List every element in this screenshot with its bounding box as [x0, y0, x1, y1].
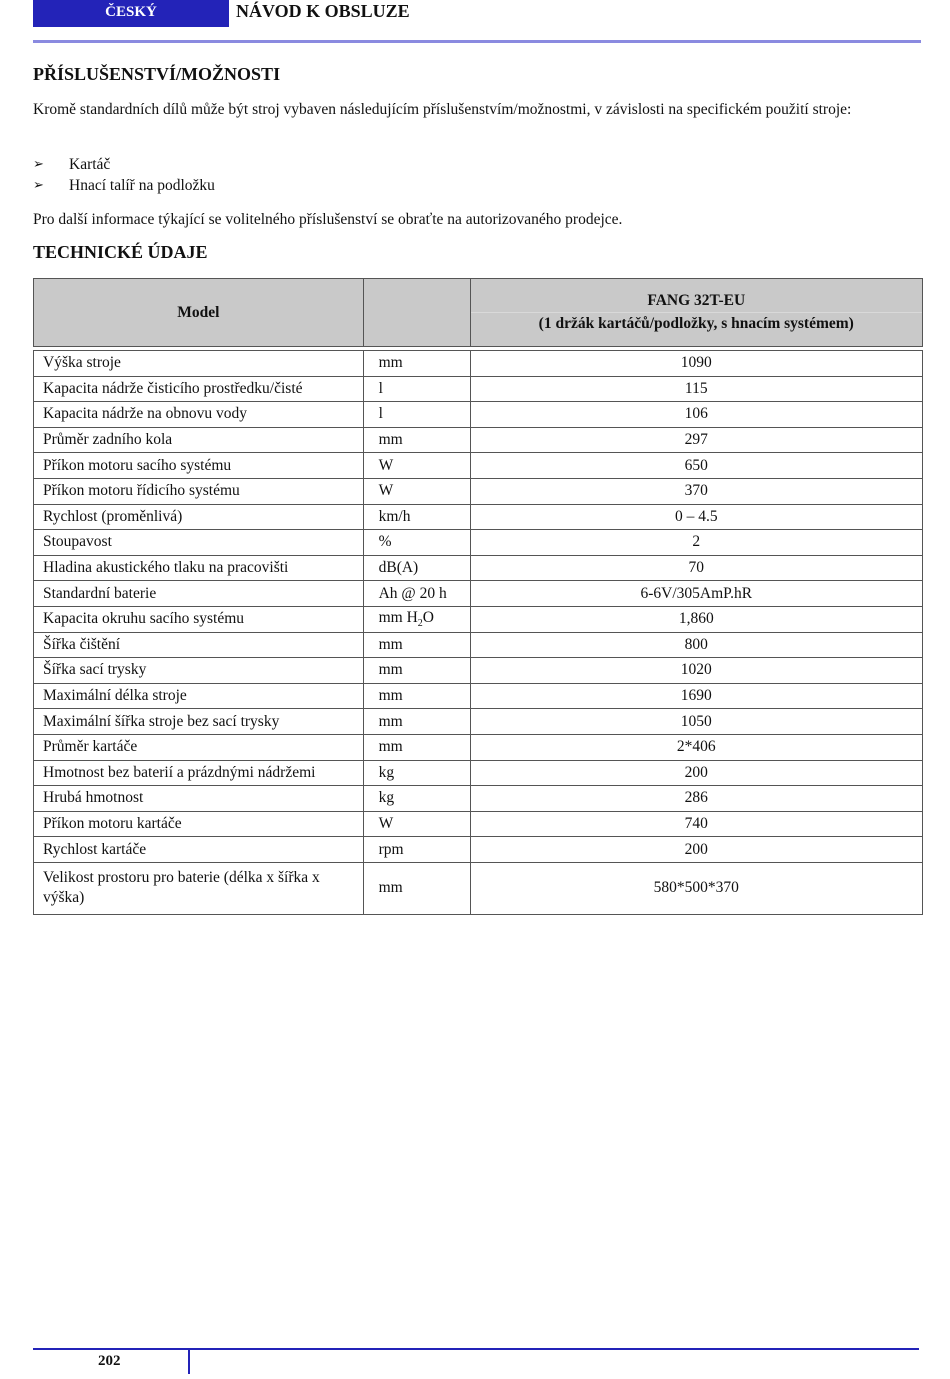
spec-unit: km/h	[363, 504, 470, 530]
spec-unit: mm $H_2O$	[363, 606, 470, 632]
column-header-model: Model	[34, 279, 364, 347]
table-row	[34, 709, 923, 735]
spec-label: Příkon motoru sacího systému	[34, 453, 364, 479]
model-description: (1 držák kartáčů/podložky, s hnacím systémem)	[538, 315, 854, 332]
spec-label: Maximální šířka stroje bez sací trysky	[34, 709, 364, 735]
model-name: FANG 32T-EU	[471, 279, 922, 313]
spec-value: 2	[470, 530, 922, 556]
accessories-intro: Kromě standardních dílů může být stroj vybaven následujícím příslušenstvím/možnostmi, v závislosti na specifickém použití stroje:	[33, 101, 852, 118]
accessories-heading: PŘÍSLUŠENSTVÍ/MOŽNOSTI	[33, 64, 281, 84]
header-divider	[33, 40, 921, 43]
table-row	[34, 786, 923, 812]
spec-label: Hladina akustického tlaku na pracovišti	[34, 555, 364, 581]
spec-value: 580*500*370	[470, 862, 922, 914]
spec-unit: mm	[363, 683, 470, 709]
spec-label: Šířka sací trysky	[34, 658, 364, 684]
table-row	[34, 658, 923, 684]
list-item: ➢ Kartáč	[33, 156, 111, 173]
spec-value: 200	[470, 837, 922, 863]
spec-label: Stoupavost	[34, 530, 364, 556]
table-row	[34, 734, 923, 760]
table-row	[34, 811, 923, 837]
list-item: ➢ Hnací talíř na podložku	[33, 177, 215, 194]
spec-label: Rychlost (proměnlivá)	[34, 504, 364, 530]
page-number: 202	[98, 1353, 121, 1369]
spec-label: Kapacita okruhu sacího systému	[34, 606, 364, 632]
table-row	[34, 606, 923, 632]
spec-label: Kapacita nádrže čisticího prostředku/čisté	[34, 376, 364, 402]
spec-unit: kg	[363, 760, 470, 786]
table-row	[34, 760, 923, 786]
spec-unit: l	[363, 402, 470, 428]
footer-divider	[33, 1348, 919, 1350]
spec-table	[33, 278, 923, 915]
spec-unit: mm	[363, 734, 470, 760]
table-row	[34, 862, 923, 914]
spec-unit: mm	[363, 427, 470, 453]
spec-label: Standardní baterie	[34, 581, 364, 607]
spec-label: Kapacita nádrže na obnovu vody	[34, 402, 364, 428]
table-row	[34, 555, 923, 581]
spec-label: Příkon motoru kartáče	[34, 811, 364, 837]
spec-label: Výška stroje	[34, 351, 364, 377]
spec-value: 286	[470, 786, 922, 812]
spec-value: 1690	[470, 683, 922, 709]
spec-unit: Ah @ 20 h	[363, 581, 470, 607]
technical-heading: TECHNICKÉ ÚDAJE	[33, 242, 208, 262]
table-row	[34, 402, 923, 428]
spec-value: 297	[470, 427, 922, 453]
table-row	[34, 530, 923, 556]
spec-value: 6-6V/305AmP.hR	[470, 581, 922, 607]
spec-label: Velikost prostoru pro baterie (délka x šířka x výška)	[34, 862, 364, 914]
spec-value: 370	[470, 478, 922, 504]
spec-value: 1020	[470, 658, 922, 684]
spec-label: Průměr kartáče	[34, 734, 364, 760]
table-row	[34, 632, 923, 658]
spec-value: 2*406	[470, 734, 922, 760]
spec-unit: l	[363, 376, 470, 402]
spec-unit: mm	[363, 709, 470, 735]
language-tab: ČESKÝ	[33, 0, 229, 27]
column-header-value	[470, 279, 922, 347]
spec-label: Maximální délka stroje	[34, 683, 364, 709]
arrow-bullet-icon: ➢	[33, 157, 44, 172]
spec-label: Příkon motoru řídicího systému	[34, 478, 364, 504]
table-row	[34, 453, 923, 479]
spec-value: 800	[470, 632, 922, 658]
spec-value: 200	[470, 760, 922, 786]
table-row	[34, 478, 923, 504]
spec-unit: kg	[363, 786, 470, 812]
accessories-note: Pro další informace týkající se volitelného příslušenství se obraťte na autorizovaného prodejce.	[33, 211, 623, 228]
spec-label: Hrubá hmotnost	[34, 786, 364, 812]
spec-value: 650	[470, 453, 922, 479]
spec-value: 0 – 4.5	[470, 504, 922, 530]
spec-value: 1050	[470, 709, 922, 735]
spec-unit: W	[363, 811, 470, 837]
table-row	[34, 427, 923, 453]
spec-value: 1,860	[470, 606, 922, 632]
document-title: NÁVOD K OBSLUZE	[236, 1, 410, 21]
table-row	[34, 351, 923, 377]
spec-unit: rpm	[363, 837, 470, 863]
spec-value: 70	[470, 555, 922, 581]
table-header-row	[34, 279, 923, 347]
table-row	[34, 376, 923, 402]
spec-unit: mm	[363, 862, 470, 914]
spec-unit: mm	[363, 658, 470, 684]
table-row	[34, 504, 923, 530]
arrow-bullet-icon: ➢	[33, 178, 44, 193]
table-row	[34, 581, 923, 607]
spec-unit: %	[363, 530, 470, 556]
spec-label: Šířka čištění	[34, 632, 364, 658]
spec-label: Rychlost kartáče	[34, 837, 364, 863]
spec-value: 115	[470, 376, 922, 402]
spec-label: Hmotnost bez baterií a prázdnými nádržemi	[34, 760, 364, 786]
spec-unit: mm	[363, 351, 470, 377]
spec-value: 106	[470, 402, 922, 428]
spec-unit: mm	[363, 632, 470, 658]
spec-unit: W	[363, 478, 470, 504]
accessories-list	[33, 154, 215, 196]
footer-separator	[188, 1350, 190, 1374]
table-row	[34, 683, 923, 709]
spec-unit: dB(A)	[363, 555, 470, 581]
spec-value: 740	[470, 811, 922, 837]
spec-value: 1090	[470, 351, 922, 377]
spec-unit: W	[363, 453, 470, 479]
spec-label: Průměr zadního kola	[34, 427, 364, 453]
column-header-unit	[363, 279, 470, 347]
table-row	[34, 837, 923, 863]
